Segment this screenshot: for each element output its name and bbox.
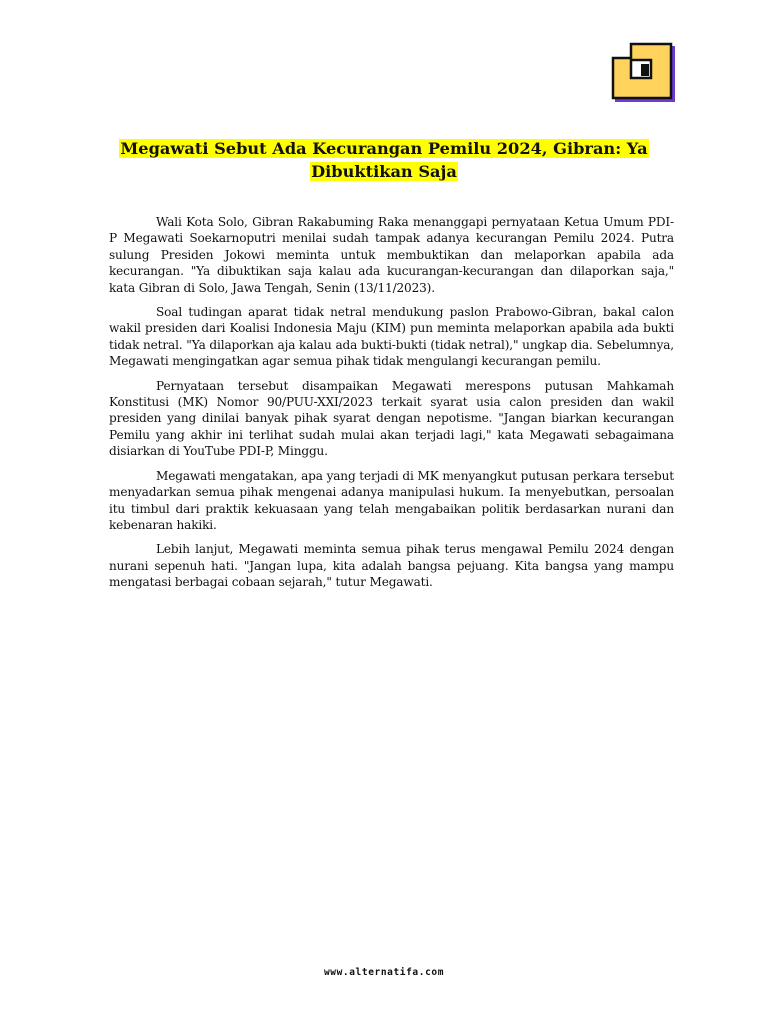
paragraph: Lebih lanjut, Megawati meminta semua pihak terus mengawal Pemilu 2024 dengan nurani sepenuh hati. "Jangan lupa, kita adalah bangsa pejuang. Kita bangsa yang mampu mengatasi berbagai cobaan sejarah," tutur Megawati.	[109, 542, 674, 590]
article-title-text: Megawati Sebut Ada Kecurangan Pemilu 2024, Gibran: Ya Dibuktikan Saja	[120, 139, 648, 181]
article-body	[109, 214, 674, 599]
paragraph: Soal tudingan aparat tidak netral mendukung paslon Prabowo-Gibran, bakal calon wakil presiden dari Koalisi Indonesia Maju (KIM) pun meminta melaporkan apabila ada bukti tidak netral. "Ya dilaporkan aja kalau ada bukti-bukti (tidak netral)," ungkap dia. Sebelumnya, Megawati mengingatkan agar semua pihak tidak mengulangi kecurangan pemilu.	[109, 305, 674, 369]
footer-url: www.alternatifa.com	[323, 967, 445, 978]
brand-logo-icon	[611, 42, 675, 102]
paragraph: Megawati mengatakan, apa yang terjadi di MK menyangkut putusan perkara tersebut menyadarkan semua pihak mengenai adanya manipulasi hukum. Ia menyebutkan, persoalan itu timbul dari praktik kekuasaan yang telah mengabaikan politik berdasarkan nurani dan kebenaran hakiki.	[109, 468, 674, 532]
article-title	[100, 137, 668, 183]
paragraph: Pernyataan tersebut disampaikan Megawati merespons putusan Mahkamah Konstitusi (MK) Nomor 90/PUU-XXI/2023 terkait syarat usia calon presiden dan wakil presiden yang dinilai banyak pihak syarat dengan nepotisme. "Jangan biarkan kecurangan Pemilu yang akhir ini terlihat sudah mulai akan terjadi lagi," kata Megawati sebagaimana disiarkan di YouTube PDI-P, Minggu.	[109, 378, 674, 459]
paragraph: Wali Kota Solo, Gibran Rakabuming Raka menanggapi pernyataan Ketua Umum PDI-P Megawati Soekarnoputri menilai sudah tampak adanya kecurangan Pemilu 2024. Putra sulung Presiden Jokowi meminta untuk membuktikan dan melaporkan apabila ada kecurangan. "Ya dibuktikan saja kalau ada kucurangan-kecurangan dan dilaporkan saja," kata Gibran di Solo, Jawa Tengah, Senin (13/11/2023).	[109, 215, 674, 295]
